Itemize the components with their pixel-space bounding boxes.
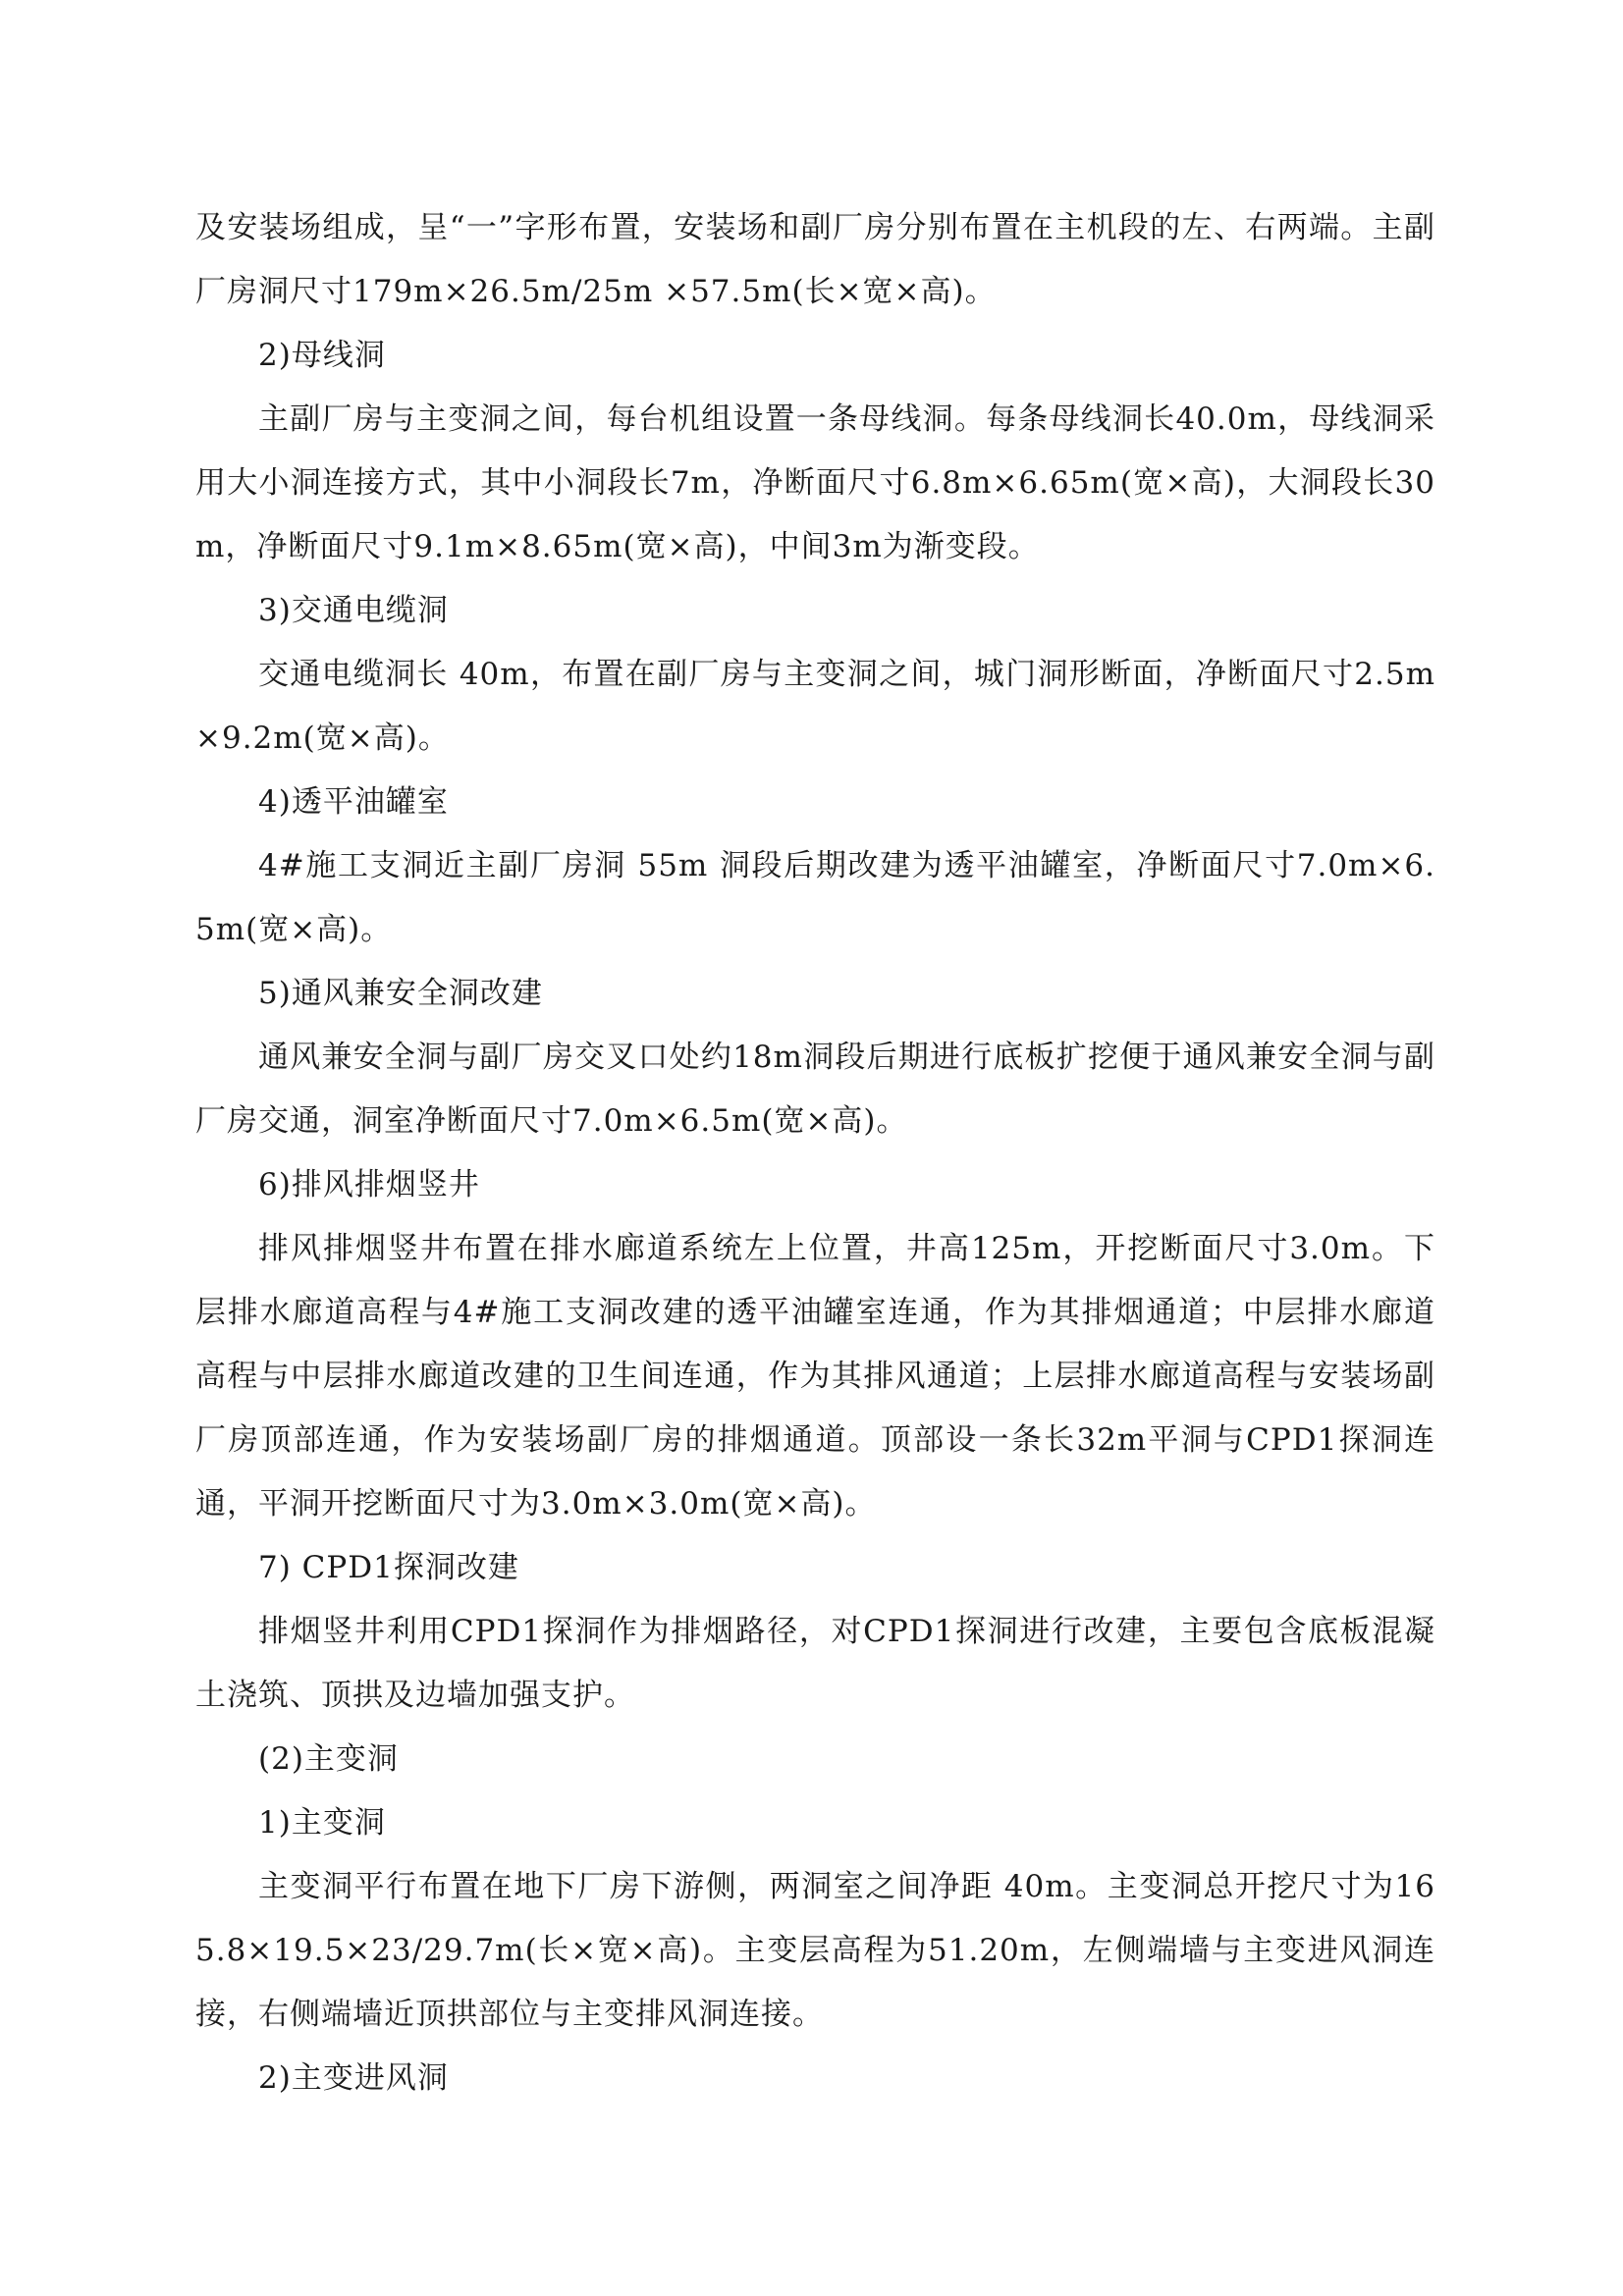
heading-busbar-tunnel: 2)母线洞 (258, 338, 386, 373)
paragraph-traffic-cable-tunnel: 交通电缆洞长 40m，布置在副厂房与主变洞之间，城门洞形断面，净断面尺寸2.5m×9.2m(宽×高)。 (195, 657, 1435, 756)
heading-cpd1-adit: 7) CPD1探洞改建 (258, 1550, 519, 1585)
paragraph-cpd1-adit: 排烟竖井利用CPD1探洞作为排烟路径，对CPD1探洞进行改建，主要包含底板混凝土浇筑、顶拱及边墙加强支护。 (195, 1614, 1435, 1713)
paragraph-main-transformer-cavern: 主变洞平行布置在地下厂房下游侧，两洞室之间净距 40m。主变洞总开挖尺寸为165.8×19.5×23/29.7m(长×宽×高)。主变层高程为51.20m，左侧端墙与主变进风洞连接，右侧端墙近顶拱部位与主变排风洞连接。 (195, 1869, 1435, 2032)
paragraph-turbine-oil-room: 4#施工支洞近主副厂房洞 55m 洞段后期改建为透平油罐室，净断面尺寸7.0m×6.5m(宽×高)。 (195, 848, 1435, 947)
heading-ventilation-safety-tunnel: 5)通风兼安全洞改建 (258, 976, 543, 1011)
heading-transformer-intake-tunnel: 2)主变进风洞 (258, 2060, 449, 2096)
paragraph-ventilation-safety-tunnel: 通风兼安全洞与副厂房交叉口处约18m洞段后期进行底板扩挖便于通风兼安全洞与副厂房交通，洞室净断面尺寸7.0m×6.5m(宽×高)。 (195, 1040, 1435, 1139)
heading-main-transformer-cavern: 1)主变洞 (258, 1805, 386, 1841)
heading-exhaust-shaft: 6)排风排烟竖井 (258, 1167, 480, 1202)
paragraph-exhaust-shaft: 排风排烟竖井布置在排水廊道系统左上位置，井高125m，开挖断面尺寸3.0m。下层排水廊道高程与4#施工支洞改建的透平油罐室连通，作为其排烟通道；中层排水廊道高程与中层排水廊道改建的卫生间连通，作为其排风通道；上层排水廊道高程与安装场副厂房顶部连通，作为安装场副厂房的排烟通道。顶部设一条长32m平洞与CPD1探洞连通，平洞开挖断面尺寸为3.0m×3.0m(宽×高)。 (195, 1231, 1435, 1522)
heading-main-transformer-cavern-section: (2)主变洞 (258, 1741, 399, 1777)
paragraph-busbar-tunnel: 主副厂房与主变洞之间，每台机组设置一条母线洞。每条母线洞长40.0m，母线洞采用大小洞连接方式，其中小洞段长7m，净断面尺寸6.8m×6.65m(宽×高)，大洞段长30m，净断面尺寸9.1m×8.65m(宽×高)，中间3m为渐变段。 (195, 401, 1435, 564)
paragraph-plant-layout: 及安装场组成，呈“一”字形布置，安装场和副厂房分别布置在主机段的左、右两端。主副厂房洞尺寸179m×26.5m/25m ×57.5m(长×宽×高)。 (195, 210, 1435, 309)
heading-traffic-cable-tunnel: 3)交通电缆洞 (258, 593, 449, 628)
heading-turbine-oil-room: 4)透平油罐室 (258, 784, 449, 820)
document-body (195, 196, 1435, 2110)
